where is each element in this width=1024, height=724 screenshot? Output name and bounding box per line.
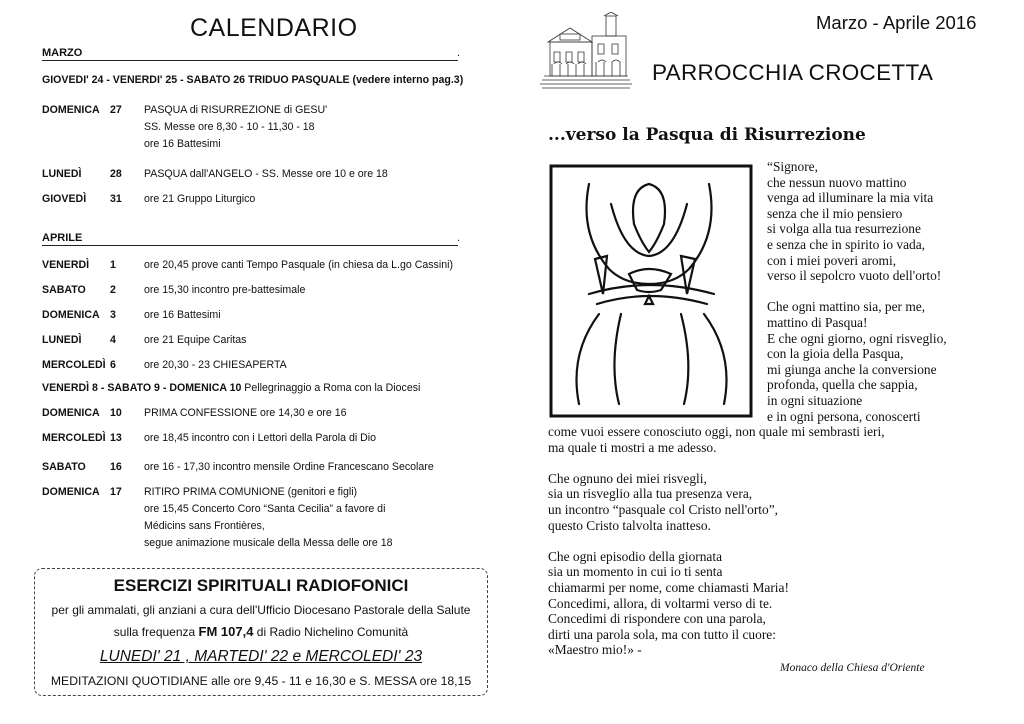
entry-day: VENERDÌ <box>42 259 90 271</box>
entry-text: PASQUA di RISURREZIONE di GESU' <box>144 104 328 116</box>
poem-line: ma quale ti mostri a me adesso. <box>548 439 717 455</box>
entry-day: SABATO <box>42 461 86 473</box>
poem-line: e in ogni persona, conoscerti <box>767 408 921 424</box>
entry-text: ore 18,45 incontro con i Lettori della Parola di Dio <box>144 432 377 444</box>
poem-signature: Monaco della Chiesa d'Oriente <box>780 662 925 674</box>
entry-text: ore 20,45 prove canti Tempo Pasquale (in chiesa da L.go Cassini) <box>144 259 453 271</box>
frequency-suffix: di Radio Nichelino Comunità <box>253 625 409 639</box>
entry-number: 10 <box>110 407 122 419</box>
entry-number: 31 <box>110 193 122 205</box>
poem-line: senza che il mio pensiero <box>767 205 903 221</box>
entry-day: LUNEDÌ <box>42 334 82 346</box>
poem-line: profonda, quella che sappia, <box>767 377 918 393</box>
month-heading-aprile: APRILE . <box>42 232 460 244</box>
entry-day: DOMENICA <box>42 486 100 498</box>
entry-number: 1 <box>110 259 116 271</box>
entry-text: ore 15,30 incontro pre-battesimale <box>144 284 306 296</box>
entry-day: SABATO <box>42 284 86 296</box>
entry-day: MERCOLEDÌ <box>42 432 106 444</box>
section-subtitle: ...verso la Pasqua di Risurrezione <box>548 125 866 145</box>
poem-line: Concedimi, allora, di voltarmi verso di te. <box>548 595 773 611</box>
church-illustration <box>540 12 632 90</box>
entry-day: DOMENICA <box>42 309 100 321</box>
entry-day: MERCOLEDÌ <box>42 359 106 371</box>
entry-number: 6 <box>110 359 116 371</box>
entry-text: ore 16 Battesimi <box>144 309 221 321</box>
poem-line: e senza che in spirito io vada, <box>767 237 926 252</box>
pilgrimage-line <box>42 382 420 395</box>
entry-day: DOMENICA <box>42 407 100 419</box>
radio-box-title: ESERCIZI SPIRITUALI RADIOFONICI <box>113 576 409 595</box>
entry-number: 28 <box>110 168 122 180</box>
pilgrimage-text: Pellegrinaggio a Roma con la Diocesi <box>241 382 421 394</box>
entry-text: ore 15,45 Concerto Coro “Santa Cecilia” a favore di <box>144 503 386 515</box>
entry-text: ore 21 Equipe Caritas <box>144 334 247 346</box>
parish-name: PARROCCHIA CROCETTA <box>652 60 934 85</box>
entry-text: ore 21 Gruppo Liturgico <box>144 193 256 205</box>
poem-line: questo Cristo talvolta inatteso. <box>548 517 711 533</box>
entry-text: PASQUA dall'ANGELO - SS. Messe ore 10 e ore 18 <box>144 168 388 180</box>
entry-day: DOMENICA <box>42 104 100 116</box>
entry-text: Médicins sans Frontières, <box>144 520 265 532</box>
poem-line: Che ogni episodio della giornata <box>548 548 723 564</box>
frequency-value: FM 107,4 <box>198 624 254 639</box>
poem-line: Concedimi di rispondere con una parola, <box>548 611 766 627</box>
radio-box-line2 <box>34 624 488 639</box>
entry-number: 3 <box>110 309 116 321</box>
radio-box-meditations: MEDITAZIONI QUOTIDIANE alle ore 9,45 - 11 e 16,30 e S. MESSA ore 18,15 <box>50 674 472 688</box>
entry-number: 2 <box>110 284 116 296</box>
entry-number: 17 <box>110 486 122 498</box>
entry-text: ore 20,30 - 23 CHIESAPERTA <box>144 359 287 371</box>
poem-line: mi giunga anche la conversione <box>767 361 937 377</box>
poem-line: Che ognuno dei miei risvegli, <box>548 470 707 486</box>
issue-date: Marzo - Aprile 2016 <box>816 12 977 33</box>
entry-text: SS. Messe ore 8,30 - 10 - 11,30 - 18 <box>144 121 315 133</box>
entry-day: GIOVEDÌ <box>42 193 87 205</box>
poem-line: si volga alla tua resurrezione <box>767 221 921 237</box>
poem-line: un incontro “pasquale col Cristo nell'orto”, <box>548 502 778 517</box>
pilgrimage-dates: VENERDÌ 8 - SABATO 9 - DOMENICA 10 <box>42 382 242 394</box>
month-label: MARZO <box>42 47 83 59</box>
poem-line: verso il sepolcro vuoto dell'orto! <box>767 268 942 284</box>
month-heading-marzo: MARZO . <box>42 47 460 59</box>
poem-line: venga ad illuminare la mia vita <box>767 190 934 206</box>
radio-box-days: LUNEDI' 21 , MARTEDI' 22 e MERCOLEDI' 23 <box>99 648 423 665</box>
poem-line: chiamarmi per nome, come chiamasti Maria! <box>548 580 789 595</box>
entry-text: RITIRO PRIMA COMUNIONE (genitori e figli) <box>144 486 358 498</box>
poem-line: mattino di Pasqua! <box>767 315 868 330</box>
poem-line: Che ogni mattino sia, per me, <box>767 299 926 315</box>
triduo-line: GIOVEDI' 24 - VENERDI' 25 - SABATO 26 TRIDUO PASQUALE (vedere interno pag.3) <box>42 74 464 86</box>
entry-number: 27 <box>110 104 122 116</box>
entry-text: ore 16 - 17,30 incontro mensile Ordine Francescano Secolare <box>144 461 434 473</box>
poem-line: sia un risveglio alla tua presenza vera, <box>548 486 753 502</box>
poem-line: “Signore, <box>767 159 818 174</box>
entry-text: segue animazione musicale della Messa delle ore 18 <box>144 537 393 549</box>
poem-line: E che ogni giorno, ogni risveglio, <box>767 330 947 346</box>
poem-line: con i miei poveri aromi, <box>767 252 897 268</box>
entry-number: 4 <box>110 334 116 346</box>
entry-text: ore 16 Battesimi <box>144 138 221 150</box>
poem-line: sia un momento in cui io ti senta <box>548 564 723 580</box>
calendar-title: CALENDARIO <box>190 14 358 42</box>
poem-line: «Maestro mio!» - <box>548 642 642 658</box>
poem-line: con la gioia della Pasqua, <box>767 346 904 362</box>
chalice-illustration <box>549 164 753 418</box>
entry-number: 13 <box>110 432 122 444</box>
poem-line: come vuoi essere conosciuto oggi, non quale mi sembrasti ieri, <box>548 424 885 439</box>
entry-day: LUNEDÌ <box>42 168 82 180</box>
entry-number: 16 <box>110 461 122 473</box>
month-label: APRILE <box>42 232 83 244</box>
frequency-prefix: sulla frequenza <box>113 625 199 639</box>
poem-line: dirti una parola sola, ma con tutto il cuore: <box>548 626 776 642</box>
entry-text: PRIMA CONFESSIONE ore 14,30 e ore 16 <box>144 407 347 419</box>
poem-line: in ogni situazione <box>767 393 863 408</box>
poem-line: che nessun nuovo mattino <box>767 174 907 190</box>
radio-box-line1: per gli ammalati, gli anziani a cura dell'Ufficio Diocesano Pastorale della Salute <box>51 603 471 617</box>
